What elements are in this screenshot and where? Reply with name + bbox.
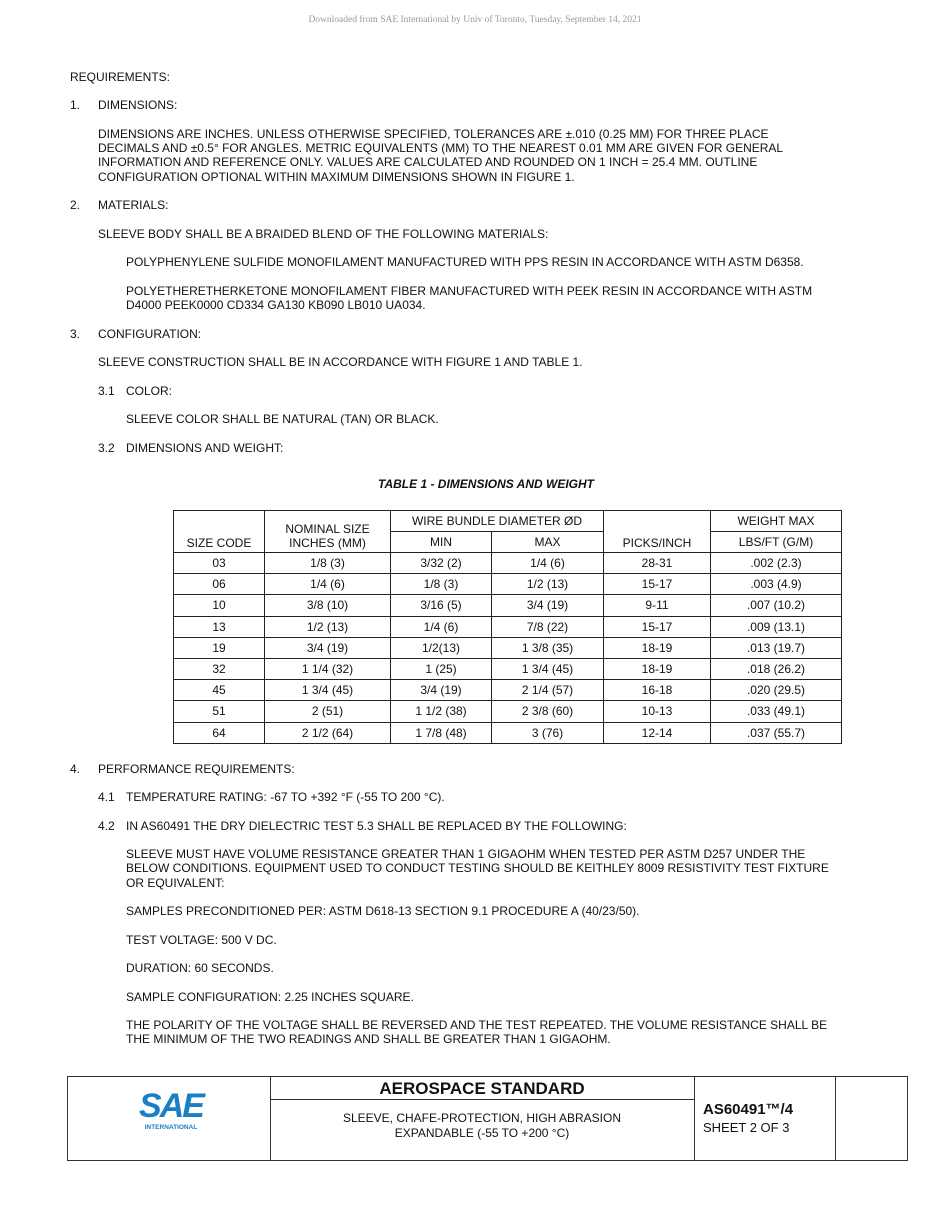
cell-picks-per-inch: 9-11 <box>604 595 711 616</box>
header-weight-max: WEIGHT MAX <box>711 511 842 532</box>
table-row <box>174 680 842 701</box>
table-row <box>174 701 842 722</box>
preconditioning-text: SAMPLES PRECONDITIONED PER: ASTM D618-13 SECTION 9.1 PROCEDURE A (40/23/50). <box>126 904 640 918</box>
cell-max-diameter: 3/4 (19) <box>492 595 604 616</box>
table-title: TABLE 1 - DIMENSIONS AND WEIGHT <box>378 477 594 491</box>
description-line: EXPANDABLE (-55 TO +200 °C) <box>394 1125 570 1140</box>
cell-max-diameter: 7/8 (22) <box>492 616 604 637</box>
header-size-code: SIZE CODE <box>174 511 265 553</box>
cell-max-diameter: 1 3/8 (35) <box>492 637 604 658</box>
section-1-line: DECIMALS AND ±0.5° FOR ANGLES. METRIC EQUIVALENTS (MM) TO THE NEAREST 0.01 MM ARE GIVEN FOR GENERAL <box>98 141 784 155</box>
cell-nominal-size: 1/4 (6) <box>265 574 391 595</box>
section-3-number: 3. <box>70 327 81 341</box>
cell-min-diameter: 1 1/2 (38) <box>391 701 492 722</box>
cell-weight-max: .018 (26.2) <box>711 658 842 679</box>
cell-max-diameter: 3 (76) <box>492 722 604 743</box>
table-row <box>174 616 842 637</box>
duration-text: DURATION: 60 SECONDS. <box>126 961 274 975</box>
table-row <box>174 553 842 574</box>
polarity-line: THE POLARITY OF THE VOLTAGE SHALL BE REVERSED AND THE TEST REPEATED. THE VOLUME RESISTANCE SHALL BE <box>126 1018 828 1032</box>
cell-weight-max: .033 (49.1) <box>711 701 842 722</box>
header-picks: PICKS/INCH <box>604 511 711 553</box>
section-3-1-title: COLOR: <box>126 384 173 398</box>
test-voltage-text: TEST VOLTAGE: 500 V DC. <box>126 933 277 947</box>
dimensions-weight-table <box>173 510 842 744</box>
section-4-title: PERFORMANCE REQUIREMENTS: <box>98 762 295 776</box>
cell-picks-per-inch: 15-17 <box>604 574 711 595</box>
header-max: MAX <box>492 532 604 553</box>
download-banner: Downloaded from SAE International by Univ of Toronto, Tuesday, September 14, 2021 <box>308 15 642 25</box>
cell-picks-per-inch: 10-13 <box>604 701 711 722</box>
document-number: AS60491™/4 <box>703 1101 794 1118</box>
cell-weight-max: .002 (2.3) <box>711 553 842 574</box>
cell-picks-per-inch: 12-14 <box>604 722 711 743</box>
cell-size-code: 32 <box>174 658 265 679</box>
cell-max-diameter: 2 1/4 (57) <box>492 680 604 701</box>
section-1-line: INFORMATION AND REFERENCE ONLY. VALUES ARE CALCULATED AND ROUNDED ON 1 INCH = 25.4 MM. OUTLINE <box>98 155 758 169</box>
table-row <box>174 637 842 658</box>
sae-logo-subtext: INTERNATIONAL <box>144 1124 198 1131</box>
cell-nominal-size: 2 1/2 (64) <box>265 722 391 743</box>
section-4-2-number: 4.2 <box>98 819 115 833</box>
cell-min-diameter: 1 (25) <box>391 658 492 679</box>
document-number-cell <box>695 1077 836 1160</box>
cell-nominal-size: 3/8 (10) <box>265 595 391 616</box>
section-2-number: 2. <box>70 198 81 212</box>
cell-size-code: 45 <box>174 680 265 701</box>
cell-weight-max: .009 (13.1) <box>711 616 842 637</box>
cell-weight-max: .020 (29.5) <box>711 680 842 701</box>
section-2-title: MATERIALS: <box>98 198 169 212</box>
cell-picks-per-inch: 16-18 <box>604 680 711 701</box>
title-block <box>67 1076 908 1161</box>
section-1-number: 1. <box>70 98 81 112</box>
cell-size-code: 03 <box>174 553 265 574</box>
table-row <box>174 574 842 595</box>
material-peek-line: POLYETHERETHERKETONE MONOFILAMENT FIBER MANUFACTURED WITH PEEK RESIN IN ACCORDANCE WITH ASTM <box>126 284 813 298</box>
table-row <box>174 722 842 743</box>
cell-picks-per-inch: 15-17 <box>604 616 711 637</box>
cell-max-diameter: 1/4 (6) <box>492 553 604 574</box>
cell-min-diameter: 3/16 (5) <box>391 595 492 616</box>
standard-cell <box>270 1077 695 1160</box>
cell-size-code: 51 <box>174 701 265 722</box>
description-line: SLEEVE, CHAFE-PROTECTION, HIGH ABRASION <box>342 1111 622 1125</box>
table-row <box>174 658 842 679</box>
header-wire-bundle: WIRE BUNDLE DIAMETER ØD <box>391 511 604 532</box>
cell-picks-per-inch: 18-19 <box>604 658 711 679</box>
header-nominal-size <box>265 511 391 553</box>
cell-weight-max: .003 (4.9) <box>711 574 842 595</box>
cell-size-code: 64 <box>174 722 265 743</box>
cell-min-diameter: 1/8 (3) <box>391 574 492 595</box>
cell-max-diameter: 2 3/8 (60) <box>492 701 604 722</box>
cell-min-diameter: 3/32 (2) <box>391 553 492 574</box>
temperature-rating: TEMPERATURE RATING: -67 TO +392 °F (-55 TO 200 °C). <box>126 790 445 804</box>
cell-nominal-size: 1/8 (3) <box>265 553 391 574</box>
section-3-1-number: 3.1 <box>98 384 115 398</box>
cell-picks-per-inch: 28-31 <box>604 553 711 574</box>
sae-logo <box>136 1089 206 1139</box>
color-text: SLEEVE COLOR SHALL BE NATURAL (TAN) OR BLACK. <box>126 412 439 426</box>
logo-cell <box>68 1077 271 1160</box>
material-pps: POLYPHENYLENE SULFIDE MONOFILAMENT MANUFACTURED WITH PPS RESIN IN ACCORDANCE WITH ASTM D6358. <box>126 255 804 269</box>
standard-description <box>270 1111 694 1140</box>
section-4-1-number: 4.1 <box>98 790 115 804</box>
header-min: MIN <box>391 532 492 553</box>
cell-nominal-size: 1 3/4 (45) <box>265 680 391 701</box>
cell-weight-max: .037 (55.7) <box>711 722 842 743</box>
header-weight-units: LBS/FT (G/M) <box>711 532 842 553</box>
cell-size-code: 06 <box>174 574 265 595</box>
cell-nominal-size: 2 (51) <box>265 701 391 722</box>
section-3-2-number: 3.2 <box>98 441 115 455</box>
materials-intro: SLEEVE BODY SHALL BE A BRAIDED BLEND OF THE FOLLOWING MATERIALS: <box>98 227 549 241</box>
cell-picks-per-inch: 18-19 <box>604 637 711 658</box>
cell-nominal-size: 1 1/4 (32) <box>265 658 391 679</box>
header-nominal-line: NOMINAL SIZE <box>285 522 370 536</box>
cell-weight-max: .013 (19.7) <box>711 637 842 658</box>
material-peek-line: D4000 PEEK0000 CD334 GA130 KB090 LB010 UA034. <box>126 298 426 312</box>
sheet-number: SHEET 2 OF 3 <box>703 1120 790 1135</box>
cell-nominal-size: 3/4 (19) <box>265 637 391 658</box>
sleeve-resistance-line: OR EQUIVALENT: <box>126 876 225 890</box>
cell-min-diameter: 1 7/8 (48) <box>391 722 492 743</box>
sleeve-resistance-line: SLEEVE MUST HAVE VOLUME RESISTANCE GREATER THAN 1 GIGAOHM WHEN TESTED PER ASTM D257 UNDER THE <box>126 847 806 861</box>
section-3-2-title: DIMENSIONS AND WEIGHT: <box>126 441 284 455</box>
cell-size-code: 10 <box>174 595 265 616</box>
section-1-line: CONFIGURATION OPTIONAL WITHIN MAXIMUM DIMENSIONS SHOWN IN FIGURE 1. <box>98 170 575 184</box>
cell-nominal-size: 1/2 (13) <box>265 616 391 637</box>
sae-logo-text: SAE <box>139 1087 203 1125</box>
configuration-text: SLEEVE CONSTRUCTION SHALL BE IN ACCORDANCE WITH FIGURE 1 AND TABLE 1. <box>98 355 583 369</box>
cell-size-code: 19 <box>174 637 265 658</box>
cell-min-diameter: 1/4 (6) <box>391 616 492 637</box>
cell-min-diameter: 1/2(13) <box>391 637 492 658</box>
requirements-heading: REQUIREMENTS: <box>70 70 171 84</box>
section-1-line: DIMENSIONS ARE INCHES. UNLESS OTHERWISE SPECIFIED, TOLERANCES ARE ±.010 (0.25 MM) FOR THREE PLACE <box>98 127 769 141</box>
blank-cell <box>836 1077 907 1160</box>
sample-configuration-text: SAMPLE CONFIGURATION: 2.25 INCHES SQUARE. <box>126 990 414 1004</box>
header-nominal-line: INCHES (MM) <box>289 536 366 550</box>
cell-size-code: 13 <box>174 616 265 637</box>
polarity-line: THE MINIMUM OF THE TWO READINGS AND SHALL BE GREATER THAN 1 GIGAOHM. <box>126 1032 611 1046</box>
cell-max-diameter: 1/2 (13) <box>492 574 604 595</box>
dielectric-test-text: IN AS60491 THE DRY DIELECTRIC TEST 5.3 SHALL BE REPLACED BY THE FOLLOWING: <box>126 819 627 833</box>
cell-max-diameter: 1 3/4 (45) <box>492 658 604 679</box>
section-3-title: CONFIGURATION: <box>98 327 202 341</box>
cell-weight-max: .007 (10.2) <box>711 595 842 616</box>
cell-min-diameter: 3/4 (19) <box>391 680 492 701</box>
standard-title: AEROSPACE STANDARD <box>270 1077 694 1100</box>
section-4-number: 4. <box>70 762 81 776</box>
sleeve-resistance-line: BELOW CONDITIONS. EQUIPMENT USED TO CONDUCT TESTING SHOULD BE KEITHLEY 8009 RESISTIVITY TEST FIXTURE <box>126 861 829 875</box>
section-1-title: DIMENSIONS: <box>98 98 178 112</box>
table-row <box>174 595 842 616</box>
